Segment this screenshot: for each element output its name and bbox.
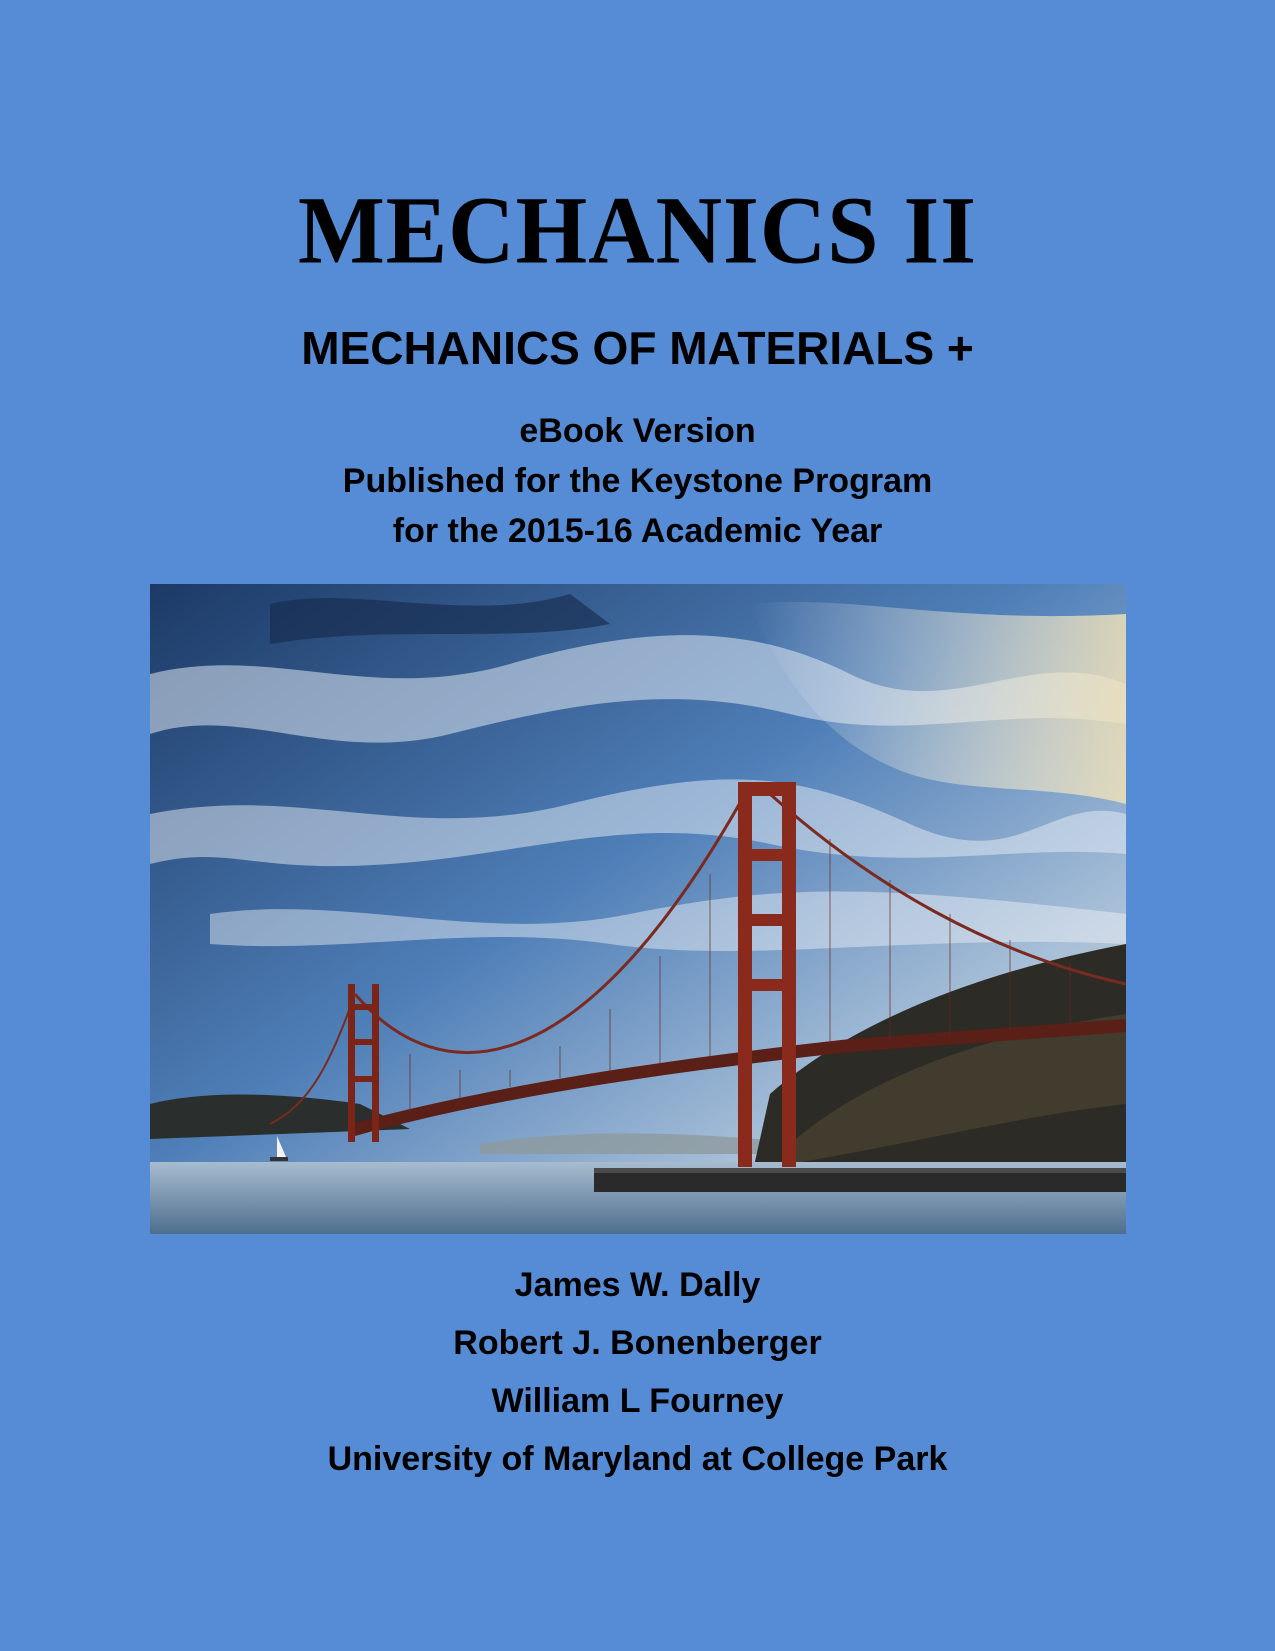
suspension-bridge-photo	[150, 584, 1126, 1234]
edition-block	[0, 406, 1275, 556]
author-name: Robert J. Bonenberger	[453, 1324, 822, 1362]
edition-line-year: for the 2015-16 Academic Year	[392, 512, 883, 550]
book-title: MECHANICS II	[297, 176, 978, 284]
edition-line-version: eBook Version	[519, 412, 756, 450]
edition-line-program: Published for the Keystone Program	[342, 462, 933, 500]
author-name: James W. Dally	[514, 1266, 761, 1304]
book-subtitle: MECHANICS OF MATERIALS +	[301, 322, 974, 374]
cover-photo	[150, 584, 1126, 1234]
authors-block	[0, 1256, 1275, 1488]
affiliation: University of Maryland at College Park	[327, 1440, 948, 1478]
author-name: William L Fourney	[491, 1382, 784, 1420]
